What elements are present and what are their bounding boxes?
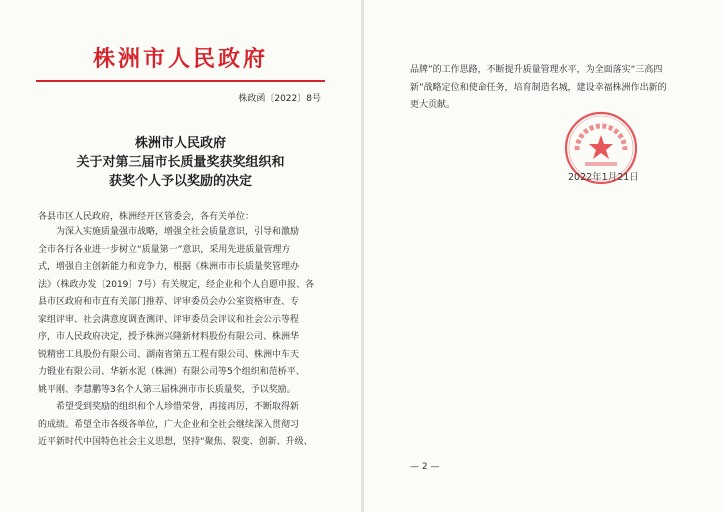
body-line: 品牌”的工作思路，不断提升质量管理水平，为全面落实“三高四 xyxy=(410,65,663,75)
right-page xyxy=(364,0,724,512)
government-header-title: 株洲市人民政府 xyxy=(92,46,268,72)
body-line: 锐精密工具股份有限公司、湖南省第五工程有限公司、株洲中车天 xyxy=(38,349,300,360)
addressee-line: 各县市区人民政府，株洲经开区管委会，各有关单位： xyxy=(38,212,255,222)
heading-line: 关于对第三届市长质量奖获奖组织和 xyxy=(76,155,285,170)
body-line: 法》（株政办发〔2019〕7号）有关规定，经企业和个人自愿申报、各 xyxy=(38,279,315,290)
body-line: 序，市人民政府决定，授予株洲兴隆新材料股份有限公司、株洲华 xyxy=(38,332,300,342)
document-number: 株政函〔2022〕8号 xyxy=(238,94,321,104)
body-line: 近平新时代中国特色社会主义思想，坚持“聚焦、裂变、创新、升级、 xyxy=(38,437,313,447)
body-line: 全市各行各业进一步树立“质量第一”意识，采用先进质量管理方 xyxy=(38,244,291,255)
signing-date: 2022年1月21日 xyxy=(568,172,639,183)
red-header-rule xyxy=(36,80,325,82)
body-line: 希望受到奖励的组织和个人珍惜荣誉，再接再厉，不断取得新 xyxy=(56,402,300,412)
body-line: 家组评审、社会满意度调查测评、评审委员会评议和社会公示等程 xyxy=(38,314,300,325)
body-line: 姚平刚、李慧鹏等3名个人第三届株洲市市长质量奖，予以奖励。 xyxy=(38,384,296,395)
left-body-text xyxy=(38,224,338,452)
seal-star-icon xyxy=(589,135,613,159)
document-heading xyxy=(0,134,361,191)
body-line: 更大贡献。 xyxy=(410,100,456,110)
left-page xyxy=(0,0,361,512)
body-line: 式，增强自主创新能力和竞争力，根据《株洲市市长质量奖管理办 xyxy=(38,262,300,272)
body-line: 力锻业有限公司、华新水泥（株洲）有限公司等5个组织和范桥平、 xyxy=(38,367,305,377)
body-line: 为深入实施质量强市战略，增强全社会质量意识，引导和激励 xyxy=(56,227,300,237)
heading-line: 获奖个人予以奖励的决定 xyxy=(108,174,252,189)
right-body-text xyxy=(410,62,700,115)
page-number: — 2 — xyxy=(410,462,440,472)
body-line: 县市区政府和市直有关部门推荐、评审委员会办公室资格审查、专 xyxy=(38,297,300,307)
body-line: 的成绩。希望全市各级各单位，广大企业和全社会继续深入贯彻习 xyxy=(38,419,300,430)
heading-line: 株洲市人民政府 xyxy=(134,136,226,151)
body-line: 新”战略定位和使命任务，培育制造名城，建设幸福株洲作出新的 xyxy=(410,82,667,93)
